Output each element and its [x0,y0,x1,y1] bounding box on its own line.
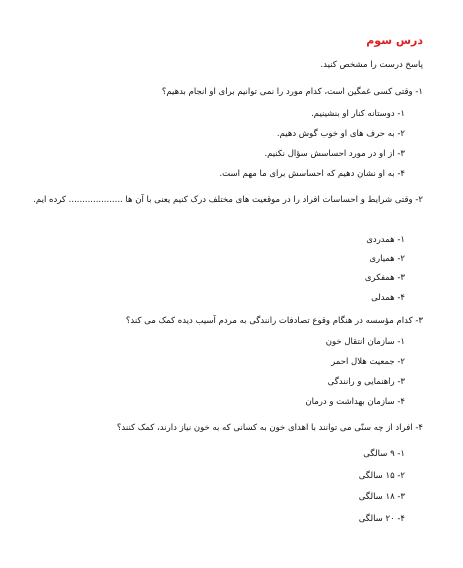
question-1-option-4: ۴- به او نشان دهیم که احساسش برای ما مهم است. [219,169,405,179]
question-4-option-1: ۱- ۹ سالگی [363,449,405,459]
question-3-option-3: ۳- راهنمایی و رانندگی [327,377,405,387]
question-2: ۲- وقتی شرایط و احساسات افراد را در موقعیت های مختلف درک کنیم یعنی با آن ها .................... کرده ایم. [33,195,423,205]
question-3: ۳- کدام مؤسسه در هنگام وقوع تصادفات رانندگی به مردم آسیب دیده کمک می کند؟ [125,316,423,326]
question-2-option-1: ۱- همدردی [366,235,405,245]
question-2-option-3: ۳- همفکری [364,273,405,283]
question-1-option-3: ۳- از او در مورد احساسش سؤال نکنیم. [264,149,405,159]
question-4: ۴- افراد از چه سنّی می توانند با اهدای خون به کسانی که به خون نیاز دارند، کمک کنند؟ [116,423,423,433]
question-3-option-2: ۲- جمعیت هلال احمر [331,357,405,367]
instruction-text: پاسخ درست را مشخص کنید. [320,60,423,70]
question-1: ۱- وقتی کسی غمگین است، کدام مورد را نمی توانیم برای او انجام بدهیم؟ [161,87,423,97]
question-2-option-2: ۲- همیاری [369,254,405,264]
page-title: درس سوم [366,34,423,47]
question-2-option-4: ۴- همدلی [371,293,405,303]
question-3-option-4: ۴- سازمان بهداشت و درمان [305,397,405,407]
question-3-option-1: ۱- سازمان انتقال خون [325,337,405,347]
question-4-option-4: ۴- ۲۰ سالگی [358,514,405,524]
question-1-option-2: ۲- به حرف های او خوب گوش دهیم. [276,129,405,139]
question-1-option-1: ۱- دوستانه کنار او بنشینیم. [311,109,405,119]
question-4-option-2: ۲- ۱۵ سالگی [358,471,405,481]
question-4-option-3: ۳- ۱۸ سالگی [358,492,405,502]
